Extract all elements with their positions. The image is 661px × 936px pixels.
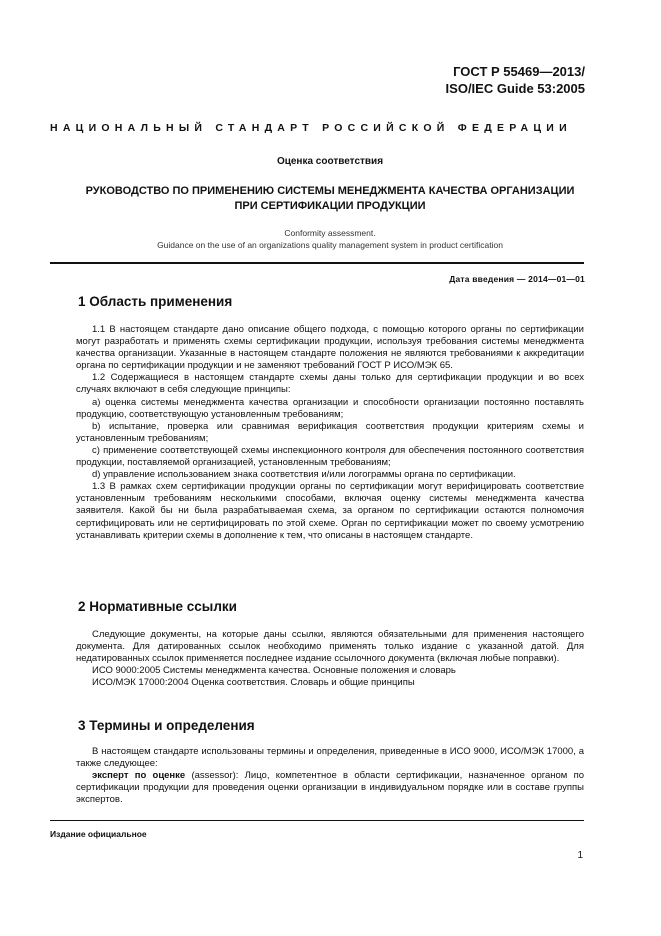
term-definition — [76, 770, 584, 806]
term-english: (assessor): — [185, 770, 239, 782]
standard-code — [446, 63, 585, 97]
section1-item-c: c) применение соответствующей схемы инспекционного контроля для обеспечения постоянного соответствия продукции, поставляемой организацией, установленным требованиям; — [76, 444, 584, 469]
term-name: эксперт по оценке — [92, 770, 186, 782]
title-line1: РУКОВОДСТВО ПО ПРИМЕНЕНИЮ СИСТЕМЫ МЕНЕДЖМЕНТА КАЧЕСТВА ОРГАНИЗАЦИИ — [85, 185, 575, 197]
section1-heading: 1 Область применения — [78, 294, 233, 309]
effective-date: Дата введения — 2014—01—01 — [449, 274, 585, 284]
standard-code-line2: ISO/IEC Guide 53:2005 — [445, 81, 585, 96]
section3-paragraph: В настоящем стандарте использованы термины и определения, приведенные в ИСО 9000, ИСО/МЭК 17000, а также следующее: — [76, 746, 584, 770]
section3-body — [76, 746, 584, 806]
section2-paragraph: Следующие документы, на которые даны ссылки, являются обязательными для применения настоящего документа. Для датированных ссылок необходимо применять только издание с указанной датой. Для недатированных ссылок применяется последнее издание ссылочного документа (включая любые поправки). — [76, 629, 584, 665]
section2-body — [76, 629, 584, 689]
standard-code-line1: ГОСТ Р 55469—2013/ — [453, 64, 585, 79]
english-title-line1: Conformity assessment. — [284, 228, 376, 238]
normative-reference-1: ИСО 9000:2005 Системы менеджмента качества. Основные положения и словарь — [92, 665, 456, 677]
footer-divider — [50, 820, 584, 821]
section1-paragraph-1-3: 1.3 В рамках схем сертификации продукции органы по сертификации могут верифицировать соответствие установленным требованиям несколькими способами, включая оценку системы менеджмента качества заявителя. Какой бы ни была разрабатываемая схема, за органом по сертификации остаются полномочия сертифицировать или не сертифицировать по этой схеме. Орган по сертификации может по своему усмотрению устанавливать критерии схемы в дополнение к тем, что описаны в настоящем стандарте. — [76, 481, 584, 541]
english-title-line2: Guidance on the use of an organizations quality management system in product certification — [157, 240, 503, 250]
term-definition-text: Лицо, компетентное в области сертификации, назначенное органом по сертификации продукции для проведения оценки организации в индивидуальном порядке или в составе группы экспертов. — [76, 770, 584, 806]
section2-heading: 2 Нормативные ссылки — [78, 599, 237, 614]
section3-heading: 3 Термины и определения — [78, 718, 255, 733]
section1-paragraph-1-1: 1.1 В настоящем стандарте дано описание общего подхода, с помощью которого органы по сертификации могут разработать и применять схемы сертификации продукции, используя требования системы менеджмента качества организации. Указанные в настоящем стандарте положения не являются требованиями к аккредитации органа по сертификации продукции и не заменяют требований ГОСТ Р ИСО/МЭК 65. — [76, 324, 584, 372]
document-title — [40, 184, 620, 214]
official-edition-label: Издание официальное — [50, 829, 147, 839]
section1-item-a: а) оценка системы менеджмента качества организации и способности организации постоянно поставлять продукцию, соответствующую установленным требованиям; — [76, 396, 584, 420]
title-line2: ПРИ СЕРТИФИКАЦИИ ПРОДУКЦИИ — [234, 200, 426, 212]
header-divider — [50, 262, 584, 264]
national-standard-banner: НАЦИОНАЛЬНЫЙ СТАНДАРТ РОССИЙСКОЙ ФЕДЕРАЦИИ — [50, 122, 572, 134]
section1-paragraph-1-2: 1.2 Содержащиеся в настоящем стандарте схемы даны только для сертификации продукции и во всех случаях включают в себя следующие принципы: — [76, 372, 584, 396]
section1-body — [76, 324, 584, 542]
normative-reference-2: ИСО/МЭК 17000:2004 Оценка соответствия. Словарь и общие принципы — [92, 677, 415, 689]
page-number: 1 — [577, 850, 583, 861]
section1-item-d: d) управление использованием знака соответствия и/или логограммы органа по сертификации. — [92, 469, 516, 481]
document-subject: Оценка соответствия — [276, 156, 384, 167]
section1-item-b: b) испытание, проверка или сравнимая верификация соответствия продукции критериям схемы и установленным требованиям; — [76, 420, 584, 444]
